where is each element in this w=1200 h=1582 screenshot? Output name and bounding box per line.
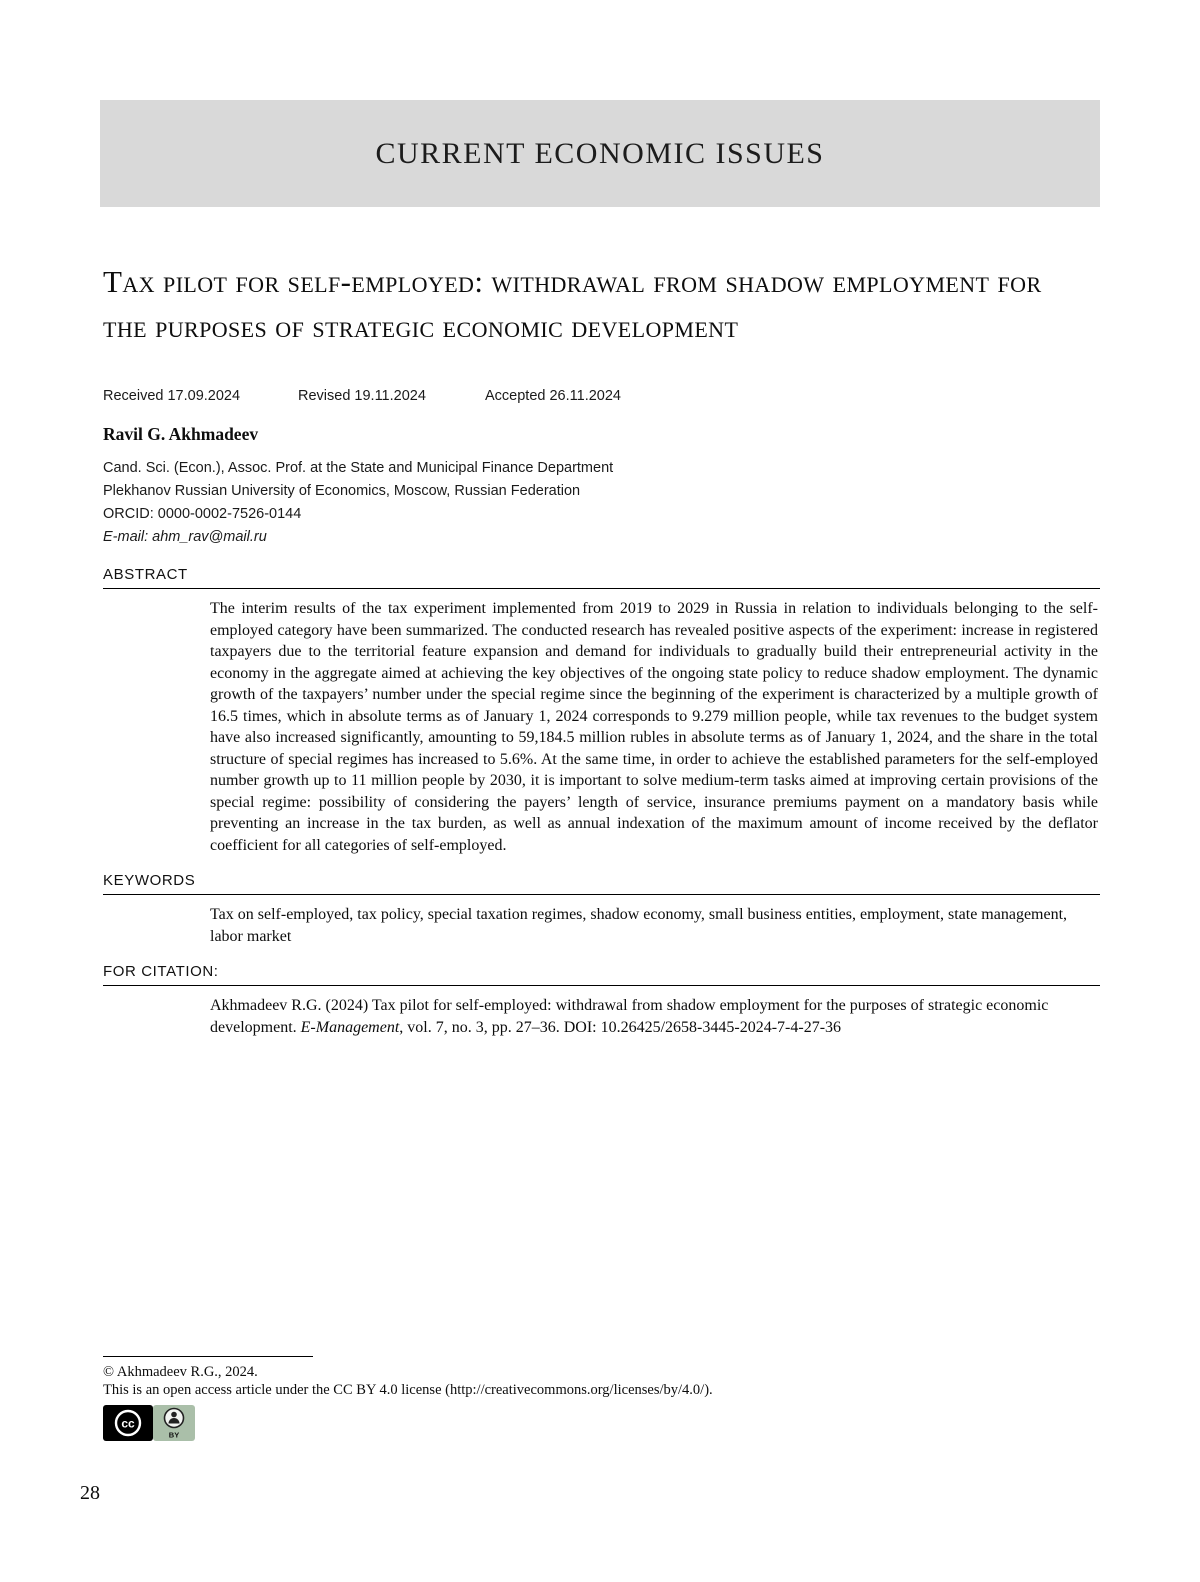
revised-date: Revised 19.11.2024 bbox=[298, 388, 426, 404]
cc-by-badge bbox=[103, 1404, 195, 1442]
article-dates bbox=[103, 388, 1100, 404]
citation-prefix: Akhmadeev R.G. (2024) Tax pilot for self-employed: withdrawal from shadow employment for the purposes of strategic economic development. bbox=[210, 997, 1049, 1036]
page-footer bbox=[103, 1356, 1100, 1442]
author-email: E-mail: ahm_rav@mail.ru bbox=[103, 529, 267, 545]
author-orcid: ORCID: 0000-0002-7526-0144 bbox=[103, 506, 302, 522]
section-banner-title: CURRENT ECONOMIC ISSUES bbox=[375, 136, 825, 170]
citation-section bbox=[103, 963, 1100, 1054]
citation-text bbox=[103, 986, 1100, 1054]
cc-icon-label: cc bbox=[121, 1416, 135, 1431]
copyright-line: © Akhmadeev R.G., 2024. bbox=[103, 1364, 258, 1380]
article-sections bbox=[103, 566, 1100, 1054]
accepted-date: Accepted 26.11.2024 bbox=[485, 388, 621, 404]
citation-journal-name: E-Management bbox=[300, 1018, 400, 1036]
license-line: This is an open access article under the CC BY 4.0 license (http://creativecommons.org/licenses/by/4.0/). bbox=[103, 1382, 713, 1398]
by-person-icon bbox=[165, 1409, 184, 1428]
keywords-section bbox=[103, 872, 1100, 963]
section-banner bbox=[100, 100, 1100, 207]
received-date: Received 17.09.2024 bbox=[103, 388, 241, 404]
author-block bbox=[103, 424, 1100, 549]
author-affiliation: Plekhanov Russian University of Economics, Moscow, Russian Federation bbox=[103, 483, 581, 499]
abstract-text: The interim results of the tax experiment implemented from 2019 to 2029 in Russia in relation to individuals belonging to the self-employed category have been summarized. The conducted research has revealed positive aspects of the experiment: increase in registered taxpayers due to the territorial feature expansion and demand for individuals to gradually build their entrepreneurial activity in the economy in the aggregate aimed at achieving the key objectives of the ongoing state policy to reduce shadow employment. The dynamic growth of the taxpayers’ number under the special regime since the beginning of the experiment is characterized by a multiple growth of 16.5 times, which in absolute terms as of January 1, 2024 corresponds to 9.279 million people, while tax revenues to the budget system have also increased significantly, amounting to 59,184.5 million rubles in absolute terms as of January 1, 2024, and the share in the total structure of special regimes has increased to 5.6%. At the same time, in order to achieve the established parameters for the self-employed number growth up to 11 million people by 2030, it is important to solve medium-term tasks aimed at improving certain provisions of the special regime: possibility of considering the payers’ length of service, insurance premiums payment on a mandatory basis while preventing an increase in the tax burden, as well as annual indexation of the maximum amount of income received by the deflator coefficient for all categories of self-employed. bbox=[210, 600, 1098, 854]
author-position: Cand. Sci. (Econ.), Assoc. Prof. at the State and Municipal Finance Department bbox=[103, 460, 614, 476]
by-label: BY bbox=[168, 1430, 180, 1440]
citation-suffix: , vol. 7, no. 3, pp. 27–36. DOI: 10.26425/2658-3445-2024-7-4-27-36 bbox=[399, 1018, 842, 1036]
page-number: 28 bbox=[80, 1482, 100, 1504]
keywords-heading: KEYWORDS bbox=[103, 872, 1100, 895]
article-title: Tax pilot for self-employed: withdrawal from shadow employment for the purposes of strategic economic development bbox=[103, 263, 1042, 344]
author-name: Ravil G. Akhmadeev bbox=[103, 424, 259, 444]
footnote-divider bbox=[103, 1356, 313, 1357]
citation-heading: FOR CITATION: bbox=[103, 963, 1100, 986]
keywords-text: Tax on self-employed, tax policy, special taxation regimes, shadow economy, small business entities, employment, state management, labor market bbox=[210, 906, 1068, 945]
abstract-section bbox=[103, 566, 1100, 872]
abstract-heading: ABSTRACT bbox=[103, 566, 1100, 589]
